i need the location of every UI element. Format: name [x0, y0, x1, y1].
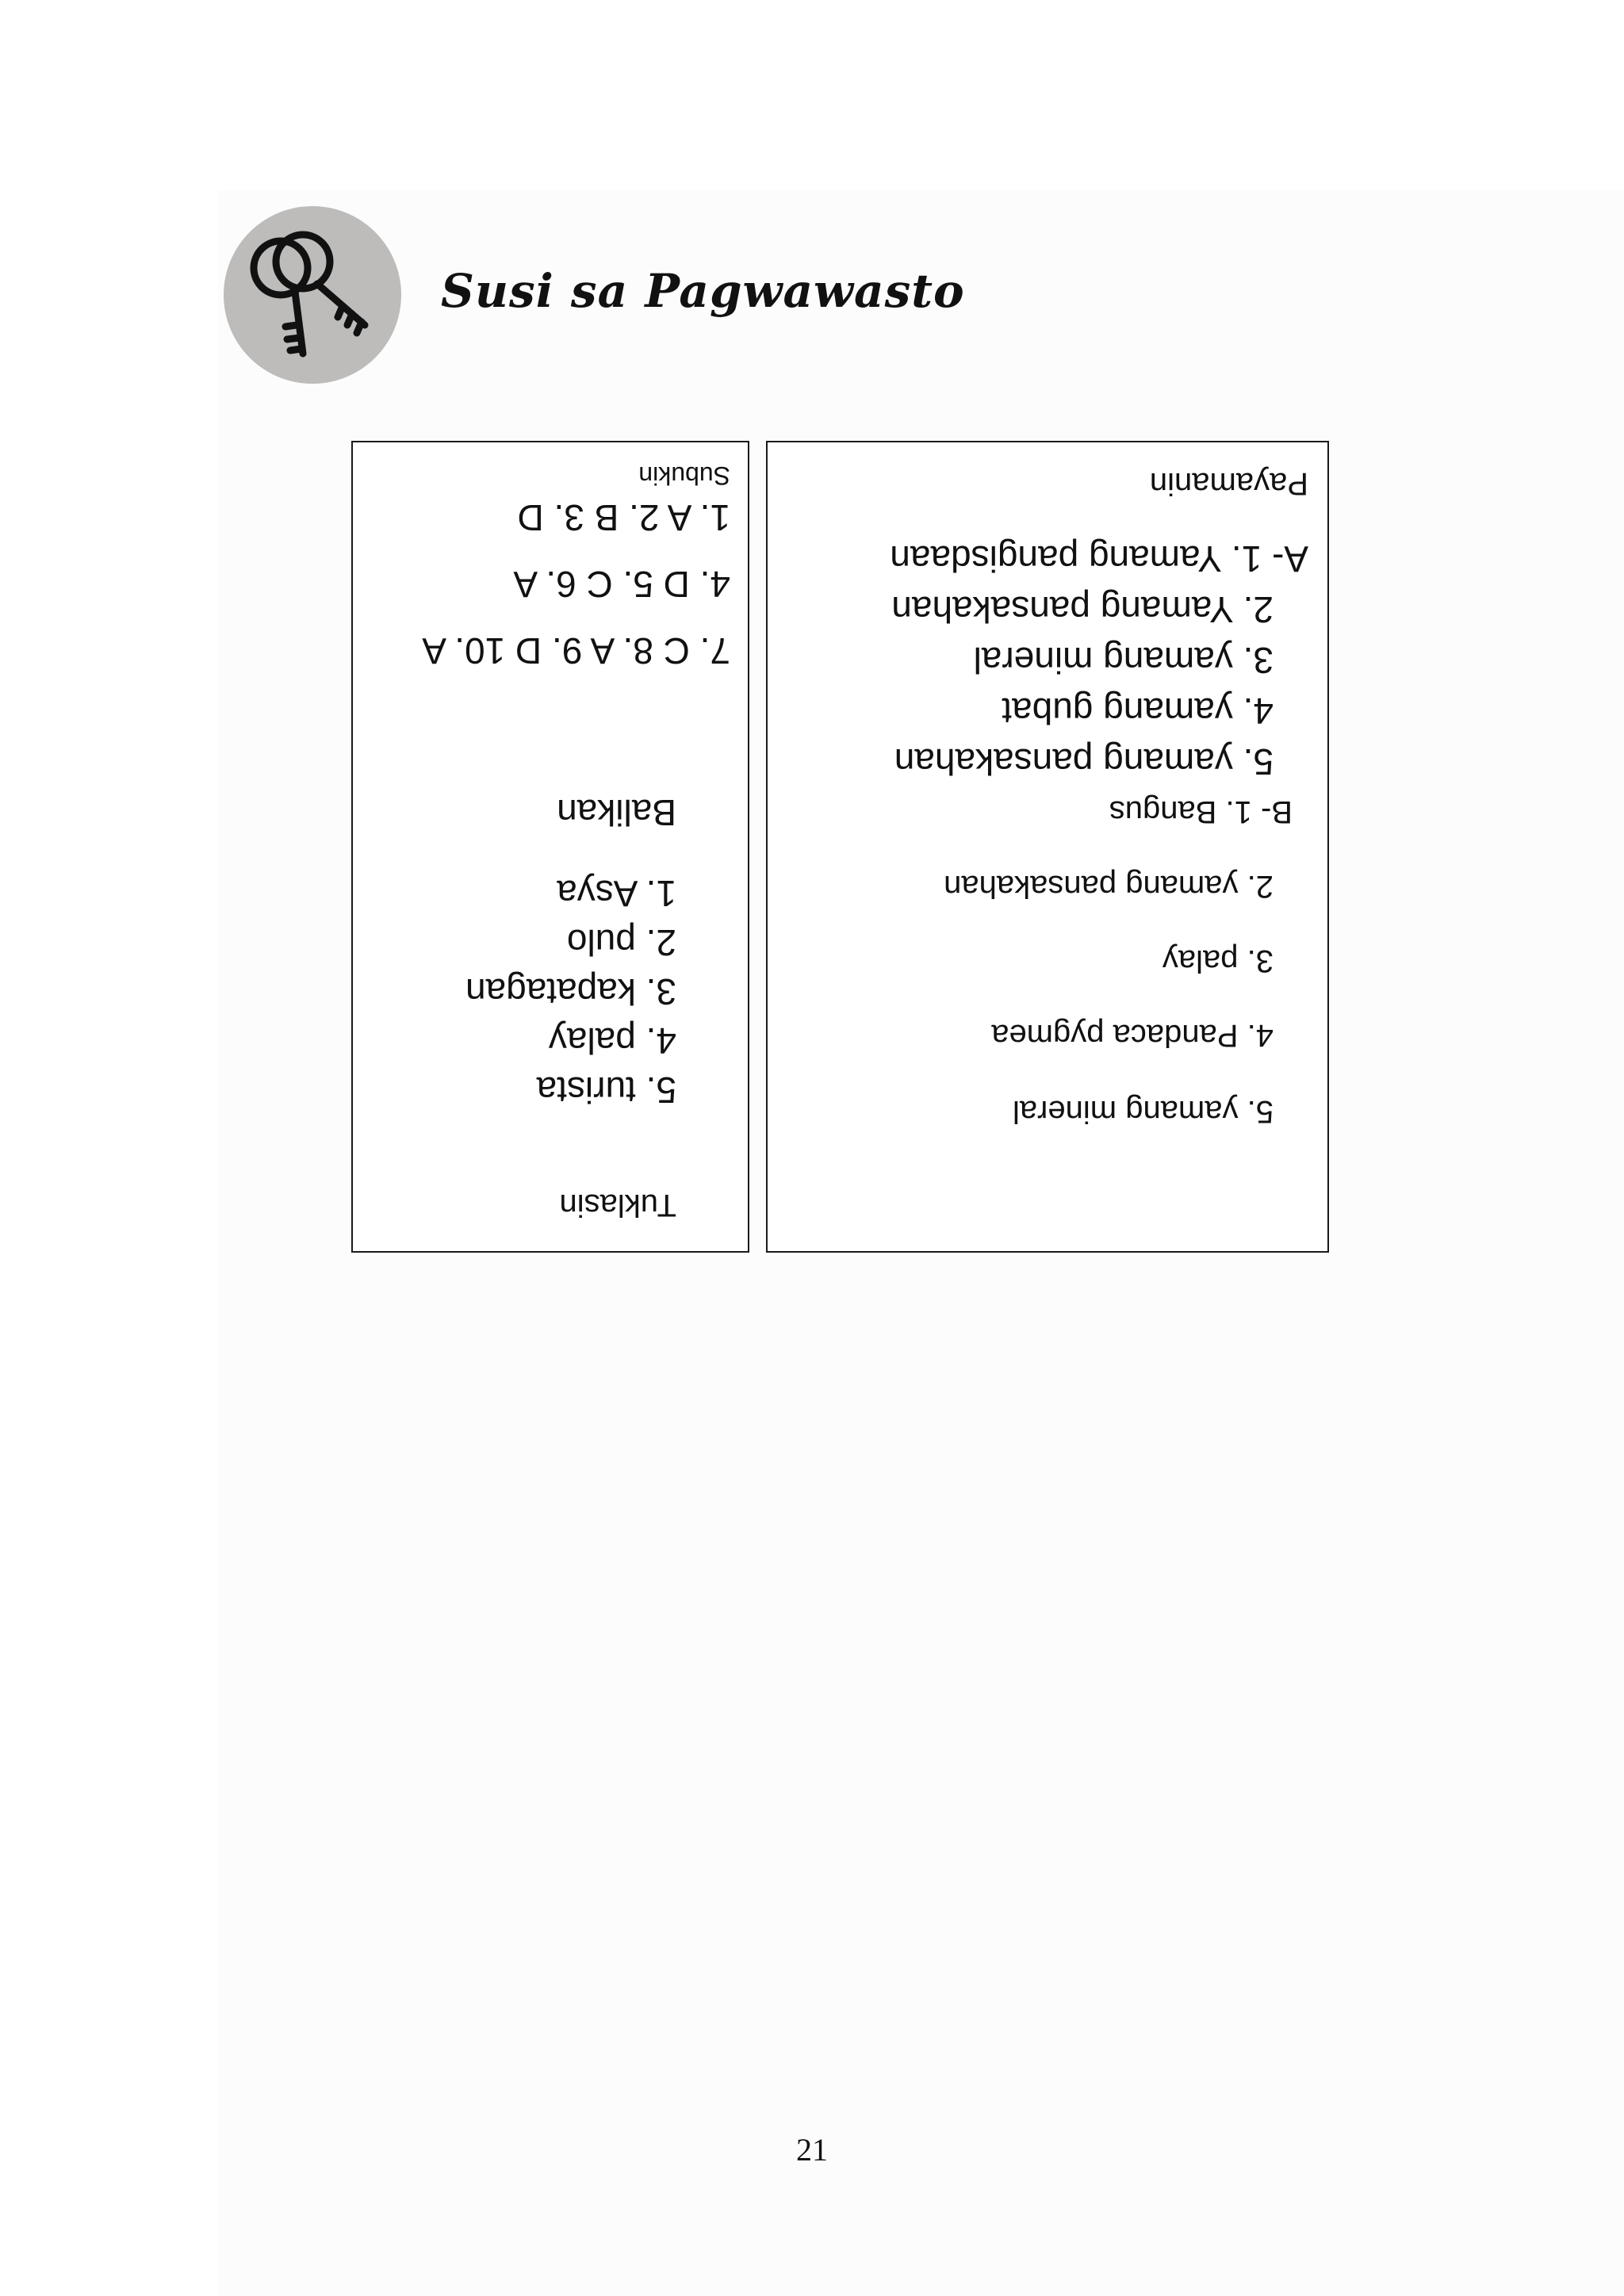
keys-icon — [224, 206, 401, 384]
answer-box-right-content — [768, 442, 1327, 1251]
subukin-row: 7. C 8. A 9. D 10. A — [422, 630, 730, 672]
b-answer-item: 4. Pandaca pygmea — [991, 1018, 1274, 1053]
subukin-heading: Subukin — [638, 461, 730, 490]
b-answer-item: 2. yamang pansakahan — [944, 869, 1274, 904]
balikan-item: 4. palay — [548, 1020, 676, 1062]
a-answer-item: 3. yamang mineral — [973, 640, 1274, 681]
b-answer-item: 5. yamang mineral — [1012, 1094, 1274, 1129]
answer-box-left-content — [353, 442, 748, 1251]
subukin-row: 1. A 2. B 3. D — [517, 497, 730, 538]
balikan-heading: Balikan — [557, 792, 676, 833]
a-answer-item: 2. Yamang pansakahan — [891, 589, 1274, 630]
tuklasin-heading: Tuklasin — [559, 1188, 676, 1223]
a-answer-item: 4. yamang gubat — [1002, 691, 1274, 732]
a-answer-item: 5. yamang pansakahan — [894, 741, 1274, 783]
balikan-item: 5. turista — [536, 1070, 676, 1111]
page-number: 21 — [796, 2132, 828, 2168]
subukin-row: 4. D 5. C 6. A — [513, 564, 730, 605]
balikan-item: 1. Asya — [557, 873, 676, 914]
balikan-item: 2. pulo — [566, 922, 676, 963]
payamanin-heading: Payamanin — [1149, 466, 1308, 501]
balikan-item: 3. kapatagan — [465, 971, 676, 1012]
a-answer-item: A- 1. Yamang pangisdaan — [890, 538, 1308, 580]
b-answer-item: B- 1. Bangus — [1109, 794, 1293, 829]
answer-box-right — [766, 441, 1329, 1253]
page-title: Susi sa Pagwawasto — [441, 264, 965, 318]
answer-box-left — [351, 441, 749, 1253]
b-answer-item: 3. palay — [1162, 943, 1274, 978]
